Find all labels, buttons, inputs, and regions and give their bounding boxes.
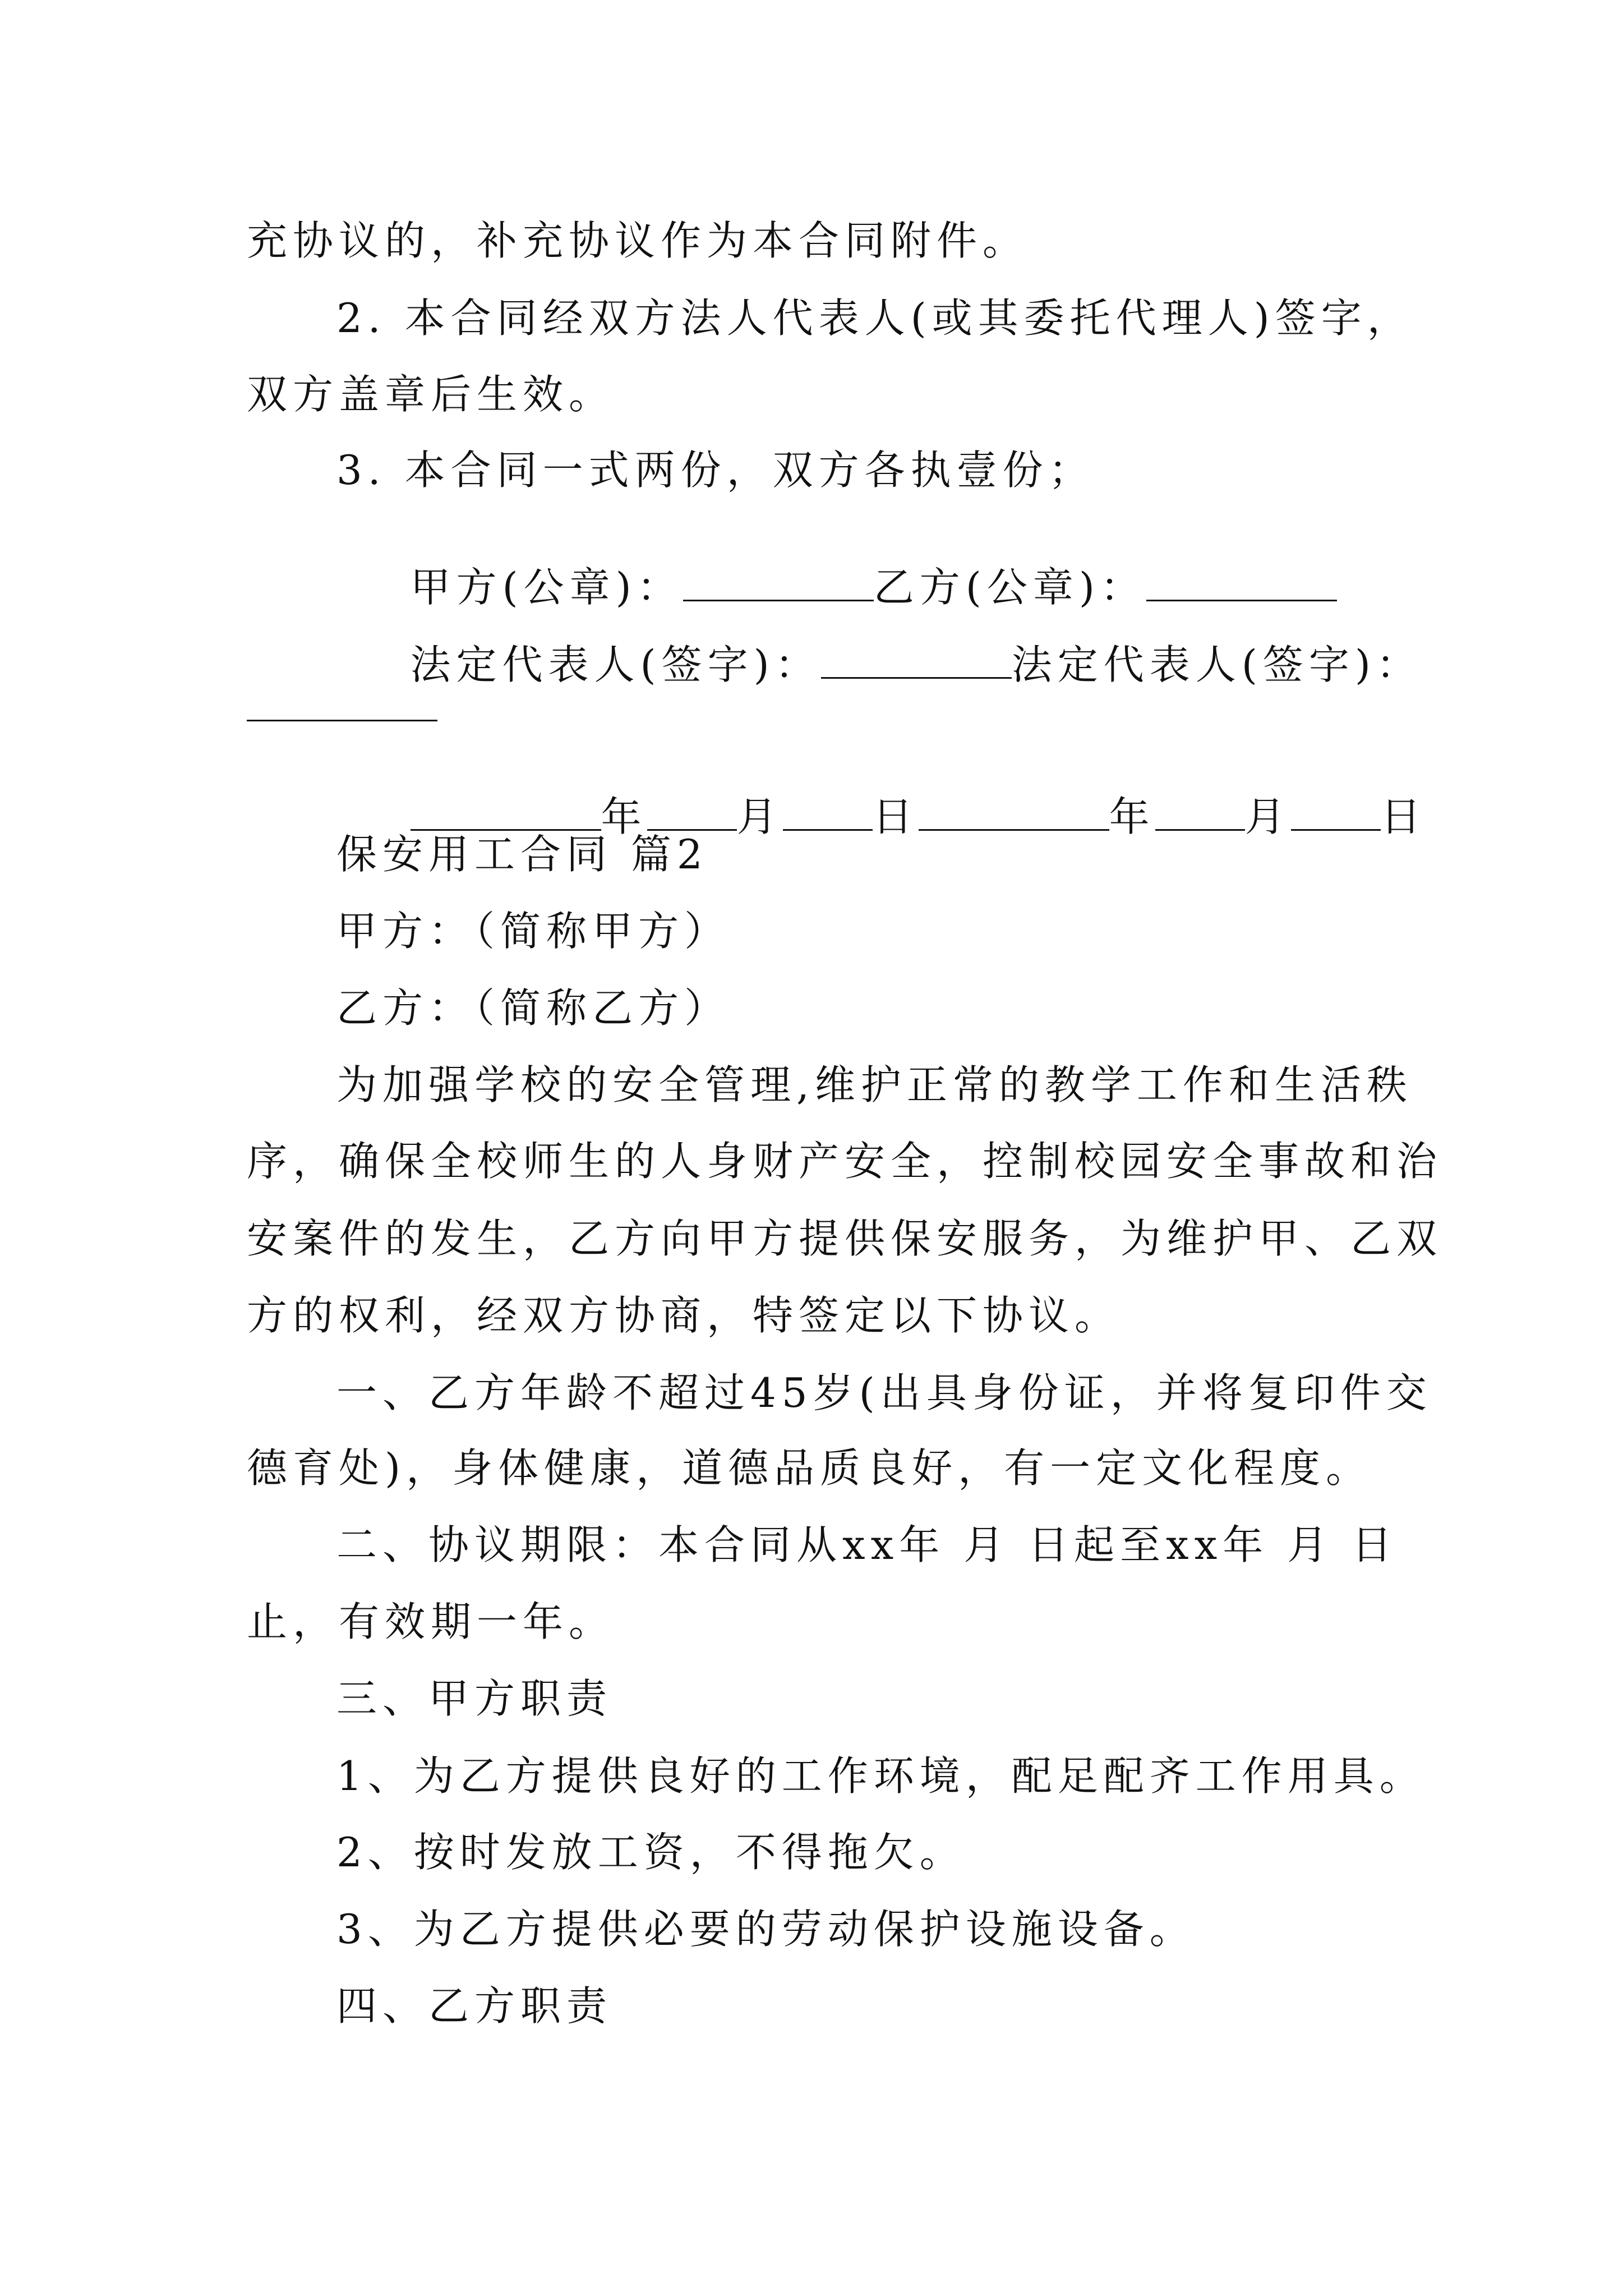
paragraph-line: 安案件的发生，乙方向甲方提供保安服务，为维护甲、乙双 xyxy=(247,1215,1443,1262)
party-b-signature-blank[interactable] xyxy=(247,720,437,721)
month-label-b: 月 xyxy=(1244,793,1291,840)
paragraph-line: 序，确保全校师生的人身财产安全，控制校园安全事故和治 xyxy=(247,1138,1443,1185)
party-a-rep-label: 法定代表人(签字)： xyxy=(410,641,821,688)
representative-line xyxy=(336,604,1422,725)
party-a-day-blank[interactable] xyxy=(783,798,873,831)
party-a-seal-label: 甲方(公章)： xyxy=(410,564,683,611)
day-label-b: 日 xyxy=(1380,793,1427,840)
party-b-rep-label: 法定代表人(签字)： xyxy=(1011,641,1422,688)
day-label-a: 日 xyxy=(872,793,919,840)
party-b-line: 乙方：（简称乙方） xyxy=(336,984,731,1032)
year-label-b: 年 xyxy=(1109,793,1155,840)
paragraph-line: 方的权利，经双方协商，特签定以下协议。 xyxy=(247,1292,1121,1339)
list-item: 2、按时发放工资，不得拖欠。 xyxy=(336,1829,966,1876)
article-4-heading: 四、乙方职责 xyxy=(336,1982,613,2030)
paragraph-line: 德育处)，身体健康，道德品质良好，有一定文化程度。 xyxy=(247,1444,1372,1492)
paragraph-line: 止，有效期一年。 xyxy=(247,1598,615,1645)
article-2: 二、协议期限：本合同从xx年 月 日起至xx年 月 日 xyxy=(336,1521,1398,1568)
month-label-a: 月 xyxy=(736,793,783,840)
clause-3: 3. 本合同一式两份，双方各执壹份； xyxy=(336,447,1095,494)
party-a-seal-blank[interactable] xyxy=(683,568,874,601)
year-label-a: 年 xyxy=(601,793,647,840)
article-1: 一、乙方年龄不超过45岁(出具身份证，并将复印件交 xyxy=(336,1369,1432,1416)
list-item: 3、为乙方提供必要的劳动保护设施设备。 xyxy=(336,1906,1196,1953)
list-item: 1、为乙方提供良好的工作环境，配足配齐工作用具。 xyxy=(336,1752,1426,1800)
paragraph-line: 为加强学校的安全管理,维护正常的教学工作和生活秩 xyxy=(336,1061,1413,1108)
party-b-seal-blank[interactable] xyxy=(1146,568,1337,601)
party-b-month-blank[interactable] xyxy=(1155,798,1245,831)
party-b-year-blank[interactable] xyxy=(919,798,1109,831)
clause-2: 2. 本合同经双方法人代表人(或其委托代理人)签字， xyxy=(336,295,1413,342)
party-a-signature-blank[interactable] xyxy=(821,646,1012,679)
party-a-month-blank[interactable] xyxy=(647,798,737,831)
section-title: 保安用工合同 篇2 xyxy=(336,831,708,878)
party-b-seal-label: 乙方(公章)： xyxy=(873,564,1146,611)
party-a-line: 甲方：（简称甲方） xyxy=(336,908,731,955)
party-b-day-blank[interactable] xyxy=(1291,798,1381,831)
party-a-year-blank[interactable] xyxy=(411,798,601,831)
text-line-3: 双方盖章后生效。 xyxy=(247,371,615,418)
article-3-heading: 三、甲方职责 xyxy=(336,1675,613,1722)
text-line-1: 充协议的，补充协议作为本合同附件。 xyxy=(247,217,1029,264)
